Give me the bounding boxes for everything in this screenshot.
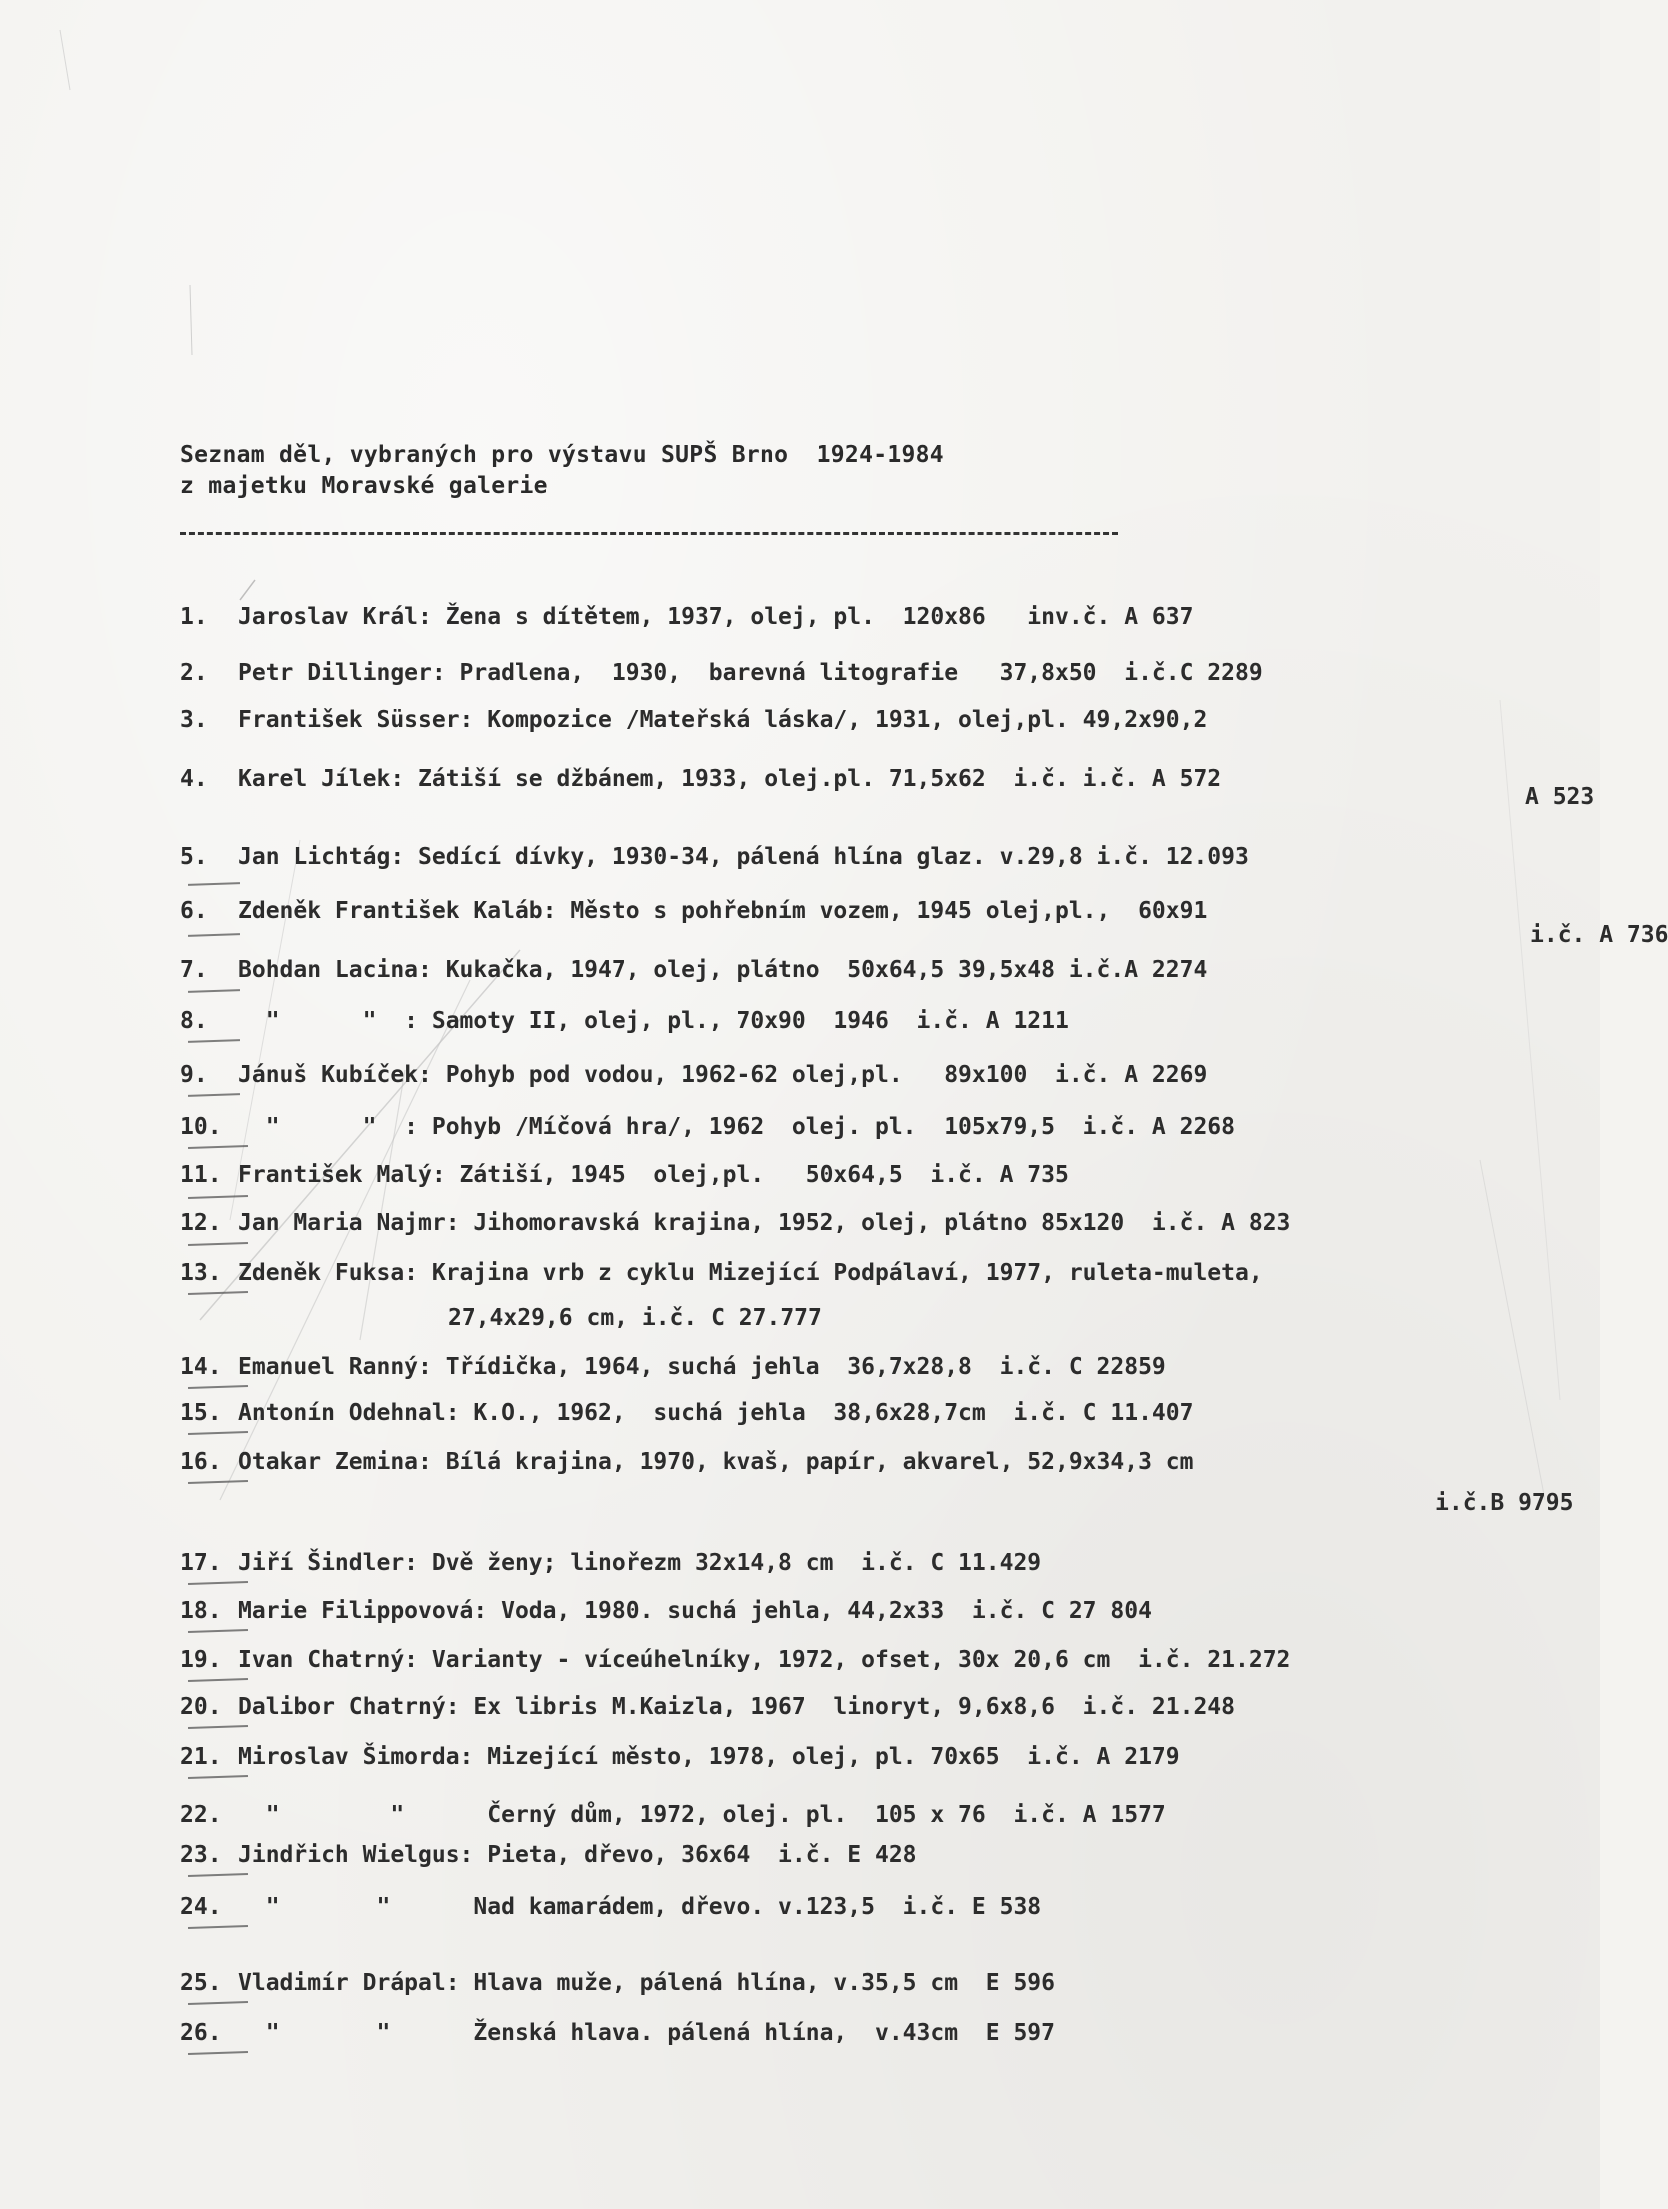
item-number: 12. — [180, 1210, 222, 1236]
list-item — [180, 842, 1249, 872]
item-text: " " : Samoty II, olej, pl., 70x90 1946 i.č. A 1211 — [238, 1008, 1069, 1034]
pen-underline — [188, 1480, 248, 1484]
list-item — [180, 764, 1221, 794]
item-text: Antonín Odehnal: K.O., 1962, suchá jehla 38,6x28,7cm i.č. C 11.407 — [238, 1400, 1194, 1426]
pen-underline — [188, 1093, 240, 1097]
list-item — [180, 1352, 1166, 1382]
list-item — [180, 955, 1207, 985]
list-item — [180, 1060, 1207, 1090]
item-number: 10. — [180, 1114, 222, 1140]
item-text: Otakar Zemina: Bílá krajina, 1970, kvaš, papír, akvarel, 52,9x34,3 cm — [238, 1449, 1194, 1475]
item-number: 9. — [180, 1062, 208, 1088]
list-item — [180, 1548, 1041, 1578]
pen-underline — [188, 1385, 248, 1389]
pen-underline — [188, 1925, 248, 1929]
pen-underline — [188, 1873, 248, 1877]
list-item — [180, 602, 1193, 632]
item-text: Jánuš Kubíček: Pohyb pod vodou, 1962-62 olej,pl. 89x100 i.č. A 2269 — [238, 1062, 1208, 1088]
item-text: " " Ženská hlava. pálená hlína, v.43cm E 597 — [238, 2020, 1055, 2046]
pen-underline — [188, 1678, 248, 1682]
pen-underline — [188, 1725, 248, 1729]
item-number: 20. — [180, 1694, 222, 1720]
pen-underline — [188, 1775, 248, 1779]
list-item — [180, 1692, 1235, 1722]
list-item — [180, 1645, 1290, 1675]
pen-underline — [188, 933, 240, 937]
item-continuation: i.č. A 736 — [1530, 922, 1668, 948]
item-continuation: i.č.B 9795 — [1435, 1490, 1574, 1516]
item-continuation: A 523 — [1525, 784, 1595, 810]
item-text: Ivan Chatrný: Varianty - víceúhelníky, 1972, ofset, 30x 20,6 cm i.č. 21.272 — [238, 1647, 1291, 1673]
item-text: Jiří Šindler: Dvě ženy; linořezm 32x14,8 cm i.č. C 11.429 — [238, 1550, 1042, 1576]
pen-underline — [188, 1581, 248, 1585]
item-number: 14. — [180, 1354, 222, 1380]
item-text: " " : Pohyb /Míčová hra/, 1962 olej. pl. 105x79,5 i.č. A 2268 — [238, 1114, 1235, 1140]
item-number: 1. — [180, 604, 208, 630]
list-item — [180, 1968, 1055, 1998]
item-text: Jindřich Wielgus: Pieta, dřevo, 36x64 i.č. E 428 — [238, 1842, 917, 1868]
list-item — [180, 1447, 1193, 1477]
item-number: 4. — [180, 766, 208, 792]
item-number: 25. — [180, 1970, 222, 1996]
list-item — [180, 1800, 1166, 1830]
item-text: " " Černý dům, 1972, olej. pl. 105 x 76 i.č. A 1577 — [238, 1802, 1166, 1828]
item-text: Emanuel Ranný: Třídička, 1964, suchá jehla 36,7x28,8 i.č. C 22859 — [238, 1354, 1166, 1380]
item-text: Zdeněk František Kaláb: Město s pohřebním vozem, 1945 olej,pl., 60x91 — [238, 898, 1208, 924]
item-number: 18. — [180, 1598, 222, 1624]
document-heading — [180, 440, 944, 502]
item-number: 19. — [180, 1647, 222, 1673]
item-text: Vladimír Drápal: Hlava muže, pálená hlína, v.35,5 cm E 596 — [238, 1970, 1055, 1996]
list-item — [180, 1398, 1193, 1428]
list-item — [180, 1892, 1041, 1922]
item-number: 22. — [180, 1802, 222, 1828]
item-number: 7. — [180, 957, 208, 983]
heading-line-1: Seznam děl, vybraných pro výstavu SUPŠ Brno 1924-1984 — [180, 442, 944, 468]
item-text: Marie Filippovová: Voda, 1980. suchá jehla, 44,2x33 i.č. C 27 804 — [238, 1598, 1152, 1624]
item-text: Jan Lichtág: Sedící dívky, 1930-34, pálená hlína glaz. v.29,8 i.č. 12.093 — [238, 844, 1249, 870]
list-item — [180, 2018, 1055, 2048]
item-text: Bohdan Lacina: Kukačka, 1947, olej, plátno 50x64,5 39,5x48 i.č.A 2274 — [238, 957, 1208, 983]
list-item — [180, 1208, 1290, 1238]
pen-underline — [188, 1291, 248, 1295]
list-item — [180, 1742, 1180, 1772]
pen-underline — [188, 1145, 248, 1149]
pen-underline — [188, 1431, 248, 1435]
list-item — [180, 1258, 1263, 1288]
item-number: 24. — [180, 1894, 222, 1920]
item-text: Petr Dillinger: Pradlena, 1930, barevná litografie 37,8x50 i.č.C 2289 — [238, 660, 1263, 686]
item-number: 6. — [180, 898, 208, 924]
item-number: 8. — [180, 1008, 208, 1034]
list-item — [180, 1596, 1152, 1626]
item-number: 3. — [180, 707, 208, 733]
item-text: Jan Maria Najmr: Jihomoravská krajina, 1952, olej, plátno 85x120 i.č. A 823 — [238, 1210, 1291, 1236]
list-item — [180, 1006, 1069, 1036]
pen-underline — [188, 989, 240, 993]
pen-underline — [188, 1242, 248, 1246]
item-number: 16. — [180, 1449, 222, 1475]
pen-underline — [188, 2051, 248, 2055]
item-text: Dalibor Chatrný: Ex libris M.Kaizla, 1967 linoryt, 9,6x8,6 i.č. 21.248 — [238, 1694, 1235, 1720]
pen-underline — [188, 1039, 240, 1043]
item-number: 13. — [180, 1260, 222, 1286]
item-text: František Süsser: Kompozice /Mateřská láska/, 1931, olej,pl. 49,2x90,2 — [238, 707, 1208, 733]
heading-line-2: z majetku Moravské galerie — [180, 473, 548, 499]
pen-underline — [188, 2001, 248, 2005]
item-text: " " Nad kamarádem, dřevo. v.123,5 i.č. E 538 — [238, 1894, 1042, 1920]
item-text: Karel Jílek: Zátiší se džbánem, 1933, olej.pl. 71,5x62 i.č. i.č. A 572 — [238, 766, 1222, 792]
item-continuation: 27,4x29,6 cm, i.č. C 27.777 — [448, 1305, 822, 1331]
item-number: 15. — [180, 1400, 222, 1426]
item-number: 5. — [180, 844, 208, 870]
item-text: František Malý: Zátiší, 1945 olej,pl. 50x64,5 i.č. A 735 — [238, 1162, 1069, 1188]
item-number: 11. — [180, 1162, 222, 1188]
list-item — [180, 896, 1207, 926]
list-item — [180, 1160, 1069, 1190]
pen-underline — [188, 882, 240, 886]
item-number: 2. — [180, 660, 208, 686]
item-number: 21. — [180, 1744, 222, 1770]
item-text: Miroslav Šimorda: Mizející město, 1978, olej, pl. 70x65 i.č. A 2179 — [238, 1744, 1180, 1770]
item-number: 23. — [180, 1842, 222, 1868]
item-number: 17. — [180, 1550, 222, 1576]
pen-underline — [188, 1629, 248, 1633]
list-item — [180, 1840, 917, 1870]
item-text: Jaroslav Král: Žena s dítětem, 1937, olej, pl. 120x86 inv.č. A 637 — [238, 604, 1194, 630]
heading-divider — [180, 532, 1118, 535]
item-text: Zdeněk Fuksa: Krajina vrb z cyklu Mizející Podpálaví, 1977, ruleta-muleta, — [238, 1260, 1263, 1286]
pen-underline — [188, 1195, 248, 1199]
list-item — [180, 1112, 1235, 1142]
list-item — [180, 658, 1263, 688]
item-number: 26. — [180, 2020, 222, 2046]
list-item — [180, 705, 1207, 735]
